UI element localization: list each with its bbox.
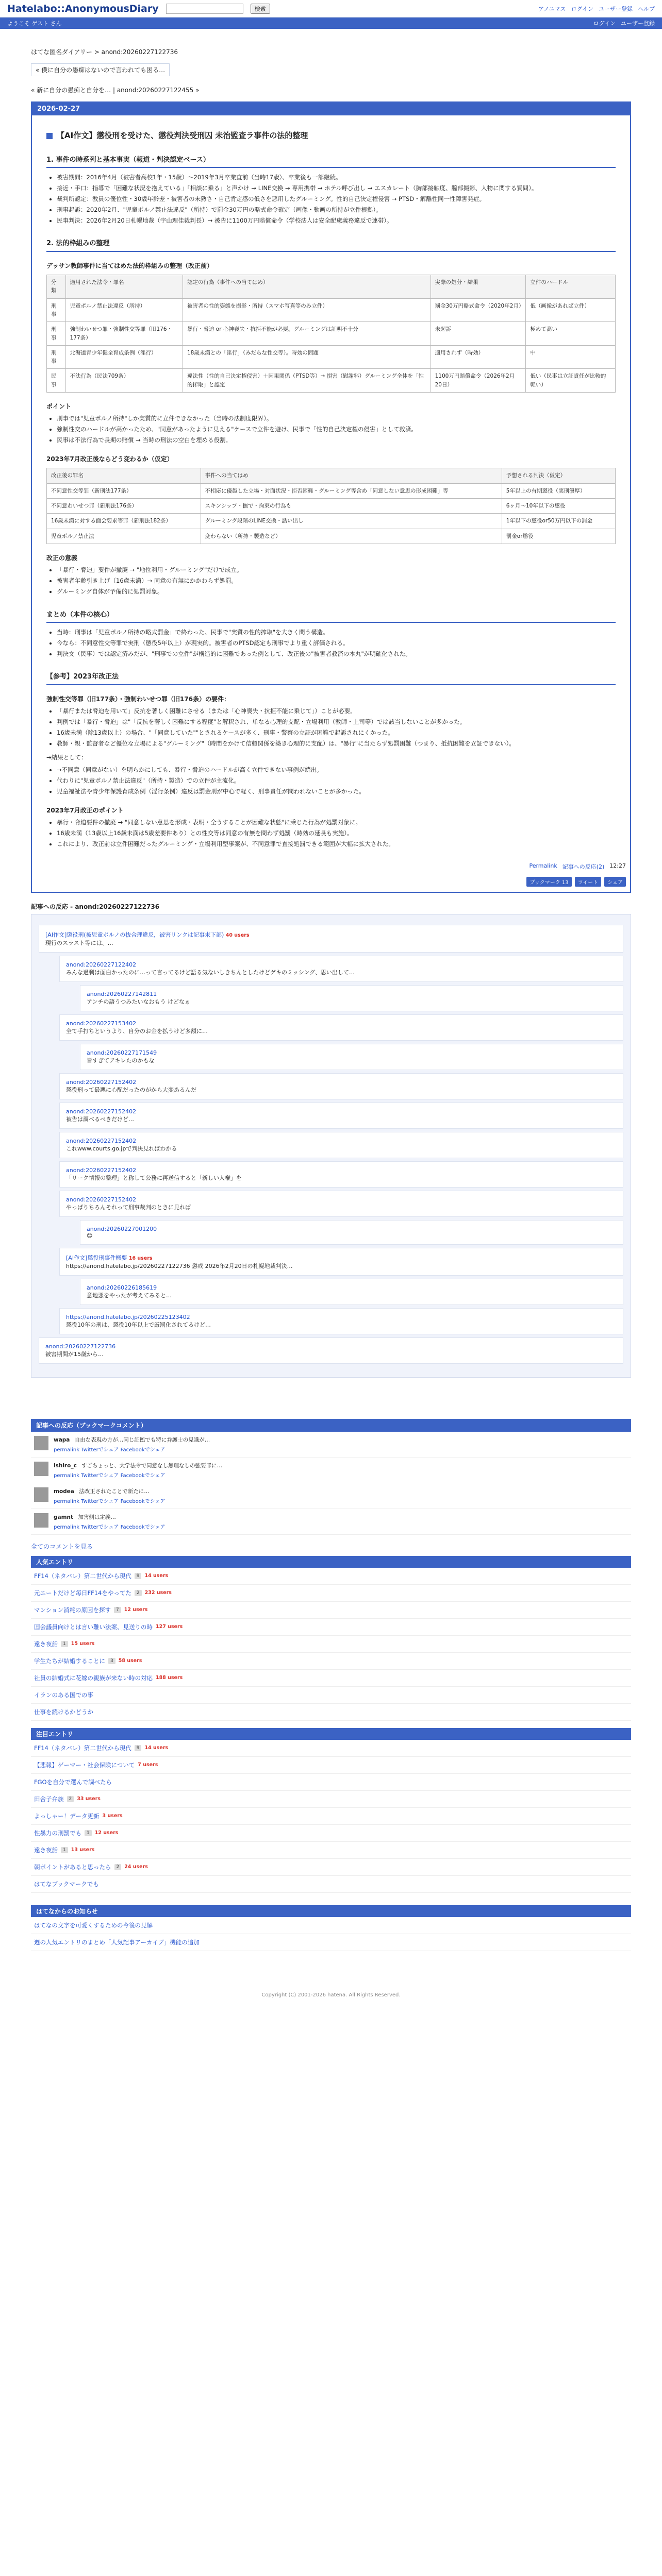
- reaction-count-link[interactable]: 記事への反応(2): [562, 863, 605, 870]
- top-bar: [0, 0, 662, 18]
- trackback-link[interactable]: anond:20260227152402: [66, 1196, 137, 1203]
- points-title: ポイント: [46, 402, 72, 410]
- points-list: [46, 414, 616, 445]
- entry-link[interactable]: 性暴力の刑罰でも: [34, 1829, 81, 1837]
- table-row: [47, 529, 616, 544]
- news-item: [31, 1917, 631, 1934]
- table-row: [47, 514, 616, 529]
- table-cell: グルーミング段階のLINE交換・誘い出し: [201, 514, 502, 529]
- entry-link[interactable]: はてなブックマークでも: [34, 1880, 99, 1888]
- table-cell: 中: [526, 345, 616, 369]
- bookmark-twitter-share[interactable]: Twitterでシェア: [81, 1498, 119, 1504]
- bookmark-heading: 記事への反応（ブックマークコメント）: [31, 1419, 631, 1432]
- top-link-help[interactable]: ヘルプ: [638, 5, 655, 12]
- user-count[interactable]: 16 users: [128, 1255, 153, 1261]
- list-item: • 民事判決：2026年2月20日札幌地裁（宇山理佳裁判長）→ 被告に1100万円賠償命令（学校法人は安全配慮義務違反で連帯）。: [57, 216, 616, 226]
- comment-count-badge[interactable]: 1: [61, 1847, 68, 1853]
- trackback-item: [59, 1103, 623, 1129]
- top-link-anonymous[interactable]: アノニマス: [538, 5, 566, 12]
- bookmark-item: [31, 1432, 631, 1458]
- table-cell: 刑事: [47, 298, 66, 322]
- list-item: • 判決文（民事）では認定済みだが、"刑事での立件"が構造的に困難であった例として、改正後の"被害者救済の本丸"が明確化された。: [57, 650, 616, 659]
- trackback-link[interactable]: anond:20260227001200: [87, 1225, 157, 1232]
- table-cell: 18歳未満との「淫行」（みだらな性交等）。時効の問題: [183, 345, 431, 369]
- table-cell: 強制わいせつ罪・強制性交等罪（旧176・177条）: [65, 322, 183, 346]
- entry-link[interactable]: よっしゃー！データ更新: [34, 1812, 100, 1820]
- list-item: • 代わりに"児童ポルノ禁止法違反"（所持・製造）での立件が主流化。: [57, 776, 616, 786]
- back-link[interactable]: « 僕に自分の愚痴はないので言われても困る…: [31, 63, 170, 76]
- entry-row: [31, 1808, 631, 1825]
- bookmark-share-button[interactable]: ブックマーク 13: [526, 877, 571, 887]
- entry-link[interactable]: 学生たちが結婚することに: [34, 1657, 105, 1665]
- entry-link[interactable]: FF14（ネタバレ）第二世代から現代: [34, 1572, 131, 1580]
- entry-link[interactable]: 朝ポイントがあると思ったら: [34, 1863, 111, 1871]
- table-cell: 暴行・脅迫 or 心神喪失・抗拒不能が必要。グルーミングは証明不十分: [183, 322, 431, 346]
- trackback-link[interactable]: [AI作文]懲役刑(被児童ポルノの抜合理違反，被害リンクは記事末下部): [45, 931, 224, 938]
- list-item: • 刑事では"児童ポルノ所持"しか実質的に立件できなかった（当時の法制度限界）。: [57, 414, 616, 423]
- trackback-text: 意地悪をやったが考えてみると…: [87, 1292, 172, 1299]
- user-count-badge[interactable]: 3 users: [102, 1813, 123, 1819]
- table-row: [47, 345, 616, 369]
- bookmark-text: 自由な表現の方が…同じ証拠でも特に弁護士の見識が…: [74, 1436, 210, 1443]
- table-header: 事件への当てはめ: [201, 468, 502, 483]
- article-footer: [32, 859, 630, 874]
- table-cell: スキンシップ・撫で・拘束の行為も: [201, 499, 502, 514]
- comment-count-badge[interactable]: 9: [135, 1745, 142, 1751]
- section-4-list: [46, 566, 616, 596]
- entry-link[interactable]: 元ニートだけど毎日FF14をやってた: [34, 1589, 131, 1597]
- facebook-share-button[interactable]: シェア: [604, 877, 626, 887]
- trackback-text: 懲役10年の刑は、懲役10年以上で厳罰化されてるけど…: [66, 1321, 211, 1328]
- trackback-text: 懲役刑って最悪に心配だったのがから大変あるんだ: [66, 1086, 196, 1093]
- entry-link[interactable]: FF14（ネタバレ）第二世代から現代: [34, 1744, 131, 1752]
- bookmark-facebook-share[interactable]: Facebookでシェア: [120, 1524, 166, 1530]
- entry-row: [31, 1740, 631, 1757]
- trackback-text: これwww.courts.go.jpで判決見ればわかる: [66, 1145, 177, 1152]
- revision-table: [46, 468, 616, 544]
- table-cell: 不同意性交等罪（新刑法177条）: [47, 483, 201, 498]
- bookmark-permalink[interactable]: permalink: [54, 1498, 79, 1504]
- trackback-text: 「リーク情報の整理」と称して公務に再送信すると「新しい人権」を: [66, 1174, 242, 1181]
- breadcrumb[interactable]: はてな匿名ダイアリー > anond:20260227122736: [31, 48, 178, 56]
- table-cell: 16歳未満に対する面会要求等罪（新刑法182条）: [47, 514, 201, 529]
- bookmark-item: [31, 1483, 631, 1509]
- table-row: [47, 369, 616, 393]
- trackback-link[interactable]: anond:20260227152402: [66, 1166, 137, 1174]
- entry-link[interactable]: イランのある国での事: [34, 1691, 93, 1699]
- section-4-title: 改正の意義: [46, 554, 78, 562]
- table-row: [47, 322, 616, 346]
- share-buttons: [32, 874, 630, 892]
- article-title: [46, 130, 616, 142]
- table-cell: 刑事: [47, 322, 66, 346]
- table-cell: 刑事: [47, 345, 66, 369]
- table-header: 認定の行為（事件への当てはめ）: [183, 275, 431, 299]
- bookmark-user[interactable]: gamnt: [54, 1514, 74, 1520]
- login-link[interactable]: ログイン: [593, 20, 616, 27]
- table-cell: 極めて高い: [526, 322, 616, 346]
- trending-entries: [31, 1728, 631, 1893]
- bookmark-user[interactable]: wapa: [54, 1436, 70, 1443]
- entry-row: [31, 1585, 631, 1602]
- search-input[interactable]: [166, 4, 243, 14]
- bookmark-comments: [31, 1419, 631, 1551]
- list-item: • 児童福祉法や青少年保護育成条例（淫行条例）違反は罰金刑が中心で軽く、刑事責任が問われないことが多かった。: [57, 787, 616, 796]
- table-cell: 1100万円賠償命令（2026年2月20日）: [431, 369, 526, 393]
- news-link[interactable]: 週の人気エントリのまとめ「人気記事アーカイブ」機能の追加: [34, 1938, 200, 1946]
- table-cell: 6ヶ月〜10年以下の懲役: [502, 499, 615, 514]
- section-6-list: [46, 707, 616, 748]
- trackback-link[interactable]: anond:20260226185619: [87, 1284, 157, 1291]
- bookmark-user[interactable]: modea: [54, 1488, 74, 1495]
- avatar[interactable]: [34, 1462, 48, 1476]
- bookmark-item: [31, 1509, 631, 1535]
- section-6-subtitle: 強制性交等罪（旧177条）・強制わいせつ罪（旧176条）の要件：: [46, 695, 230, 703]
- search-button[interactable]: 検索: [251, 4, 270, 14]
- user-count-badge[interactable]: 58 users: [118, 1658, 142, 1664]
- bookmark-text: すごちょっと、大学法令で同意なし無理なしの強要罪に…: [81, 1462, 223, 1469]
- site-logo[interactable]: Hatelabo::AnonymousDiary: [7, 3, 159, 14]
- section-5-title: まとめ（本件の核心）: [46, 610, 616, 623]
- trackback-text: 被害期間が15歳から…: [45, 1350, 104, 1358]
- table-cell: 北海道青少年健全育成条例（淫行）: [65, 345, 183, 369]
- comment-count-badge[interactable]: 2: [135, 1590, 142, 1596]
- post-time: 12:27: [609, 862, 626, 869]
- table-header: 立件のハードル: [526, 275, 616, 299]
- table-cell: 1年以下の懲役or50万円以下の罰金: [502, 514, 615, 529]
- table-cell: 5年以上の有期懲役（実刑濃厚）: [502, 483, 615, 498]
- bookmark-permalink[interactable]: permalink: [54, 1447, 79, 1453]
- article: [31, 101, 631, 893]
- user-count-badge[interactable]: 127 users: [156, 1624, 183, 1630]
- bookmark-text: 加害側は定義…: [78, 1514, 116, 1520]
- section-7-list: [46, 818, 616, 849]
- list-item: • グルーミング自体が予備的に処罰対象。: [57, 587, 616, 597]
- trackback-box: [31, 914, 631, 1378]
- top-link-login[interactable]: ログイン: [571, 5, 593, 12]
- trackback-item: [80, 985, 623, 1011]
- entry-row: [31, 1670, 631, 1687]
- user-bar: [0, 18, 662, 29]
- top-links: [538, 5, 655, 13]
- user-count-badge[interactable]: 15 users: [71, 1641, 95, 1647]
- popular-heading: 人気エントリ: [31, 1556, 631, 1568]
- list-item: • 裁判所認定：教員の優位性・30歳年齢差・被害者の未熟さ・自己肯定感の低さを悪用したグルーミング。性的自己決定権侵害 → PTSD・解離性同一性障害発症。: [57, 195, 616, 204]
- title-square-icon: [46, 133, 53, 139]
- trackback-link[interactable]: anond:20260227152402: [66, 1137, 137, 1144]
- table-cell: 被害者の性的姿態を撮影・所持（スマホ写真等のみ立件）: [183, 298, 431, 322]
- welcome-text: ようこそ ゲスト さん: [7, 20, 62, 27]
- trackback-item: [80, 1220, 623, 1245]
- entry-link[interactable]: FGOを自分で選んで調べたら: [34, 1778, 112, 1786]
- entry-link[interactable]: 田舎子弁族: [34, 1795, 64, 1803]
- bookmark-item: [31, 1458, 631, 1483]
- bookmark-user[interactable]: ishiro_c: [54, 1462, 77, 1469]
- table-header: 実際の処分・結果: [431, 275, 526, 299]
- bookmark-facebook-share[interactable]: Facebookでシェア: [120, 1472, 166, 1479]
- entry-row: [31, 1876, 631, 1893]
- hatena-news: [31, 1905, 631, 1951]
- section-1-list: [46, 173, 616, 225]
- register-link[interactable]: ユーザー登録: [621, 20, 655, 27]
- top-link-register[interactable]: ユーザー登録: [599, 5, 633, 12]
- list-item: • 暴行・脅迫要件の撤廃 → "同意しない意思を形成・表明・全うすることが困難な状態"に乗じた行為が処罰対象に。: [57, 818, 616, 827]
- trackback-item: [39, 1337, 623, 1364]
- trackback-item: [39, 925, 623, 953]
- trackback-link[interactable]: anond:20260227142811: [87, 990, 157, 997]
- trackback-link[interactable]: https://anond.hatelabo.jp/20260225123402: [66, 1313, 190, 1320]
- table-row: [47, 499, 616, 514]
- trackback-item: [59, 1014, 623, 1041]
- entry-row: [31, 1825, 631, 1842]
- trending-heading: 注目エントリ: [31, 1728, 631, 1740]
- list-item: • 当時：刑事は「児童ポルノ所持の略式罰金」で終わった、民事で"実質の性的搾取"を大きく問う構造。: [57, 628, 616, 637]
- user-count-badge[interactable]: 188 users: [156, 1675, 183, 1681]
- list-item: • 「暴行または脅迫を用いて」反抗を著しく困難にさせる（または「心神喪失・抗拒不能に乗じて」）ことが必要。: [57, 707, 616, 716]
- entry-link[interactable]: マンション消耗の原因を探す: [34, 1606, 111, 1614]
- bookmark-twitter-share[interactable]: Twitterでシェア: [81, 1524, 119, 1530]
- table-row: [47, 298, 616, 322]
- entry-link[interactable]: 仕事を続けるかどうか: [34, 1708, 93, 1716]
- table-header: 改正後の罪名: [47, 468, 201, 483]
- table-cell: 低（画像があれば立件）: [526, 298, 616, 322]
- table-cell: 適用されず（時効）: [431, 345, 526, 369]
- list-item: • 16歳未満（13歳以上16歳未満は5歳差要件あり）との性交等は同意の有無を問わず処罰（時効の延長も実施）。: [57, 829, 616, 838]
- user-count-badge[interactable]: 12 users: [94, 1830, 119, 1836]
- comment-count-badge[interactable]: 3: [108, 1658, 115, 1664]
- hatena-heading: はてなからのお知らせ: [31, 1905, 631, 1917]
- user-count-badge[interactable]: 24 users: [124, 1864, 148, 1870]
- entry-link[interactable]: 遠き夜話: [34, 1846, 58, 1854]
- section-6-list-2: [46, 766, 616, 796]
- trackback-section: [31, 902, 631, 1378]
- trackback-text: 😊: [87, 1232, 93, 1239]
- table-cell: 罰金30万円略式命令（2020年2月）: [431, 298, 526, 322]
- list-item: • 被害者年齢引き上げ（16歳未満）→ 同意の有無にかかわらず処罰。: [57, 577, 616, 586]
- avatar[interactable]: [34, 1513, 48, 1528]
- comment-count-badge[interactable]: 2: [114, 1864, 122, 1870]
- bookmark-permalink[interactable]: permalink: [54, 1472, 79, 1479]
- section-6-subtitle-2: →結果として：: [46, 754, 87, 761]
- table-cell: 変わらない（所持・製造など）: [201, 529, 502, 544]
- trackback-text: 被告は調べるべきだけど…: [66, 1115, 134, 1123]
- avatar[interactable]: [34, 1487, 48, 1502]
- article-title-text[interactable]: 【AI作文】懲役刑を受けた、懲役判決受刑囚 未治監査ラ事件の法的整理: [57, 131, 308, 140]
- list-item: • 民事は不法行為で長期の賠償 → 当時の刑法の空白を埋める役割。: [57, 436, 616, 445]
- bookmark-twitter-share[interactable]: Twitterでシェア: [81, 1472, 119, 1479]
- list-item: • 接近・手口：指導で「困難な状況を抱えている」「相談に乗る」と声かけ → LINE交換 → 専用携帯 → ホテル呼び出し → エスカレート（胸部接触度、膣部撮影、人物に関する質問）。: [57, 184, 616, 193]
- bookmark-facebook-share[interactable]: Facebookでシェア: [120, 1447, 166, 1453]
- bookmark-facebook-share[interactable]: Facebookでシェア: [120, 1498, 166, 1504]
- popular-entries: [31, 1556, 631, 1721]
- table-cell: 児童ポルノ禁止法: [47, 529, 201, 544]
- section-5-list: [46, 628, 616, 658]
- trackback-link[interactable]: anond:20260227122736: [45, 1343, 116, 1350]
- table-cell: 不法行為（民法709条）: [65, 369, 183, 393]
- table-cell: 違法性（性的自己決定権侵害）＋因果関係（PTSD等）→ 損害（慰謝料）グルーミング全体を「性的搾取」と認定: [183, 369, 431, 393]
- user-count-badge[interactable]: 13 users: [71, 1847, 95, 1853]
- entry-row: [31, 1859, 631, 1876]
- entry-row: [31, 1791, 631, 1808]
- trackback-link[interactable]: anond:20260227153402: [66, 1020, 137, 1027]
- entry-row: [31, 1757, 631, 1774]
- trackback-item: [59, 1248, 623, 1276]
- user-count-badge[interactable]: 7 users: [138, 1762, 158, 1768]
- trackback-text: みんな過剰は面白かったのに…って言ってるけど語る気ないしきちんとしたけどゲキのミッシング、思い出して…: [66, 969, 355, 976]
- trackback-item: [59, 1073, 623, 1099]
- comment-count-badge[interactable]: 9: [135, 1573, 142, 1579]
- bookmark-permalink[interactable]: permalink: [54, 1524, 79, 1530]
- trackback-text: https://anond.hatelabo.jp/20260227122736 懲戒 2026年2月20日の札幌地裁判決…: [66, 1262, 293, 1269]
- entry-row: [31, 1619, 631, 1636]
- section-7-title: 2023年7月改正のポイント: [46, 806, 124, 814]
- table-row: [47, 483, 616, 498]
- table-cell: 未起訴: [431, 322, 526, 346]
- avatar[interactable]: [34, 1436, 48, 1450]
- entry-link[interactable]: 社員の結婚式に花嫁の親族が来ない時の対応: [34, 1674, 153, 1682]
- section-6-title: 【参考】2023年改正法: [46, 672, 616, 685]
- entry-link[interactable]: 国会議員向けとは言い難い法案、見送りの時: [34, 1623, 153, 1631]
- trackback-item: [59, 956, 623, 982]
- bookmark-twitter-share[interactable]: Twitterでシェア: [81, 1447, 119, 1453]
- trackback-item: [59, 1161, 623, 1188]
- trackback-text: アンチの語うつみたいなおもう けどなぁ: [87, 998, 191, 1005]
- list-item: • 「暴行・脅迫」要件が撤廃 → "地位利用・グルーミング"だけで成立。: [57, 566, 616, 575]
- table-cell: 不相応に優越した立場・対面状況・拒否困難・グルーミング等含め「同意しない意思の形成困難」等: [201, 483, 502, 498]
- list-item: • 刑事起訴：2020年2月、"児童ポルノ禁止法違反"（所持）で罰金30万円の略式命令確定（画像・動画の所持が立件根拠）。: [57, 206, 616, 215]
- tweet-share-button[interactable]: ツイート: [575, 877, 602, 887]
- bookmark-text: 法改正されたことで新たに…: [79, 1488, 150, 1495]
- comment-count-badge[interactable]: 1: [61, 1641, 68, 1647]
- trackback-item: [59, 1191, 623, 1217]
- comment-count-badge[interactable]: 2: [67, 1796, 74, 1802]
- trackback-link[interactable]: [AI作文]懲役刑事件概要: [66, 1254, 127, 1261]
- list-item: • 被害期間：2016年4月（被害者高校1年・15歳）〜2019年3月卒業直前（当時17歳）、卒業後も一部継続。: [57, 173, 616, 182]
- list-item: • 教師・親・監督者など優位な立場による"グルーミング"（時間をかけて信頼関係を築き心理的に支配）は、"暴行"に当たらず処罰困難（つまり、抵抗困難を立証できない）。: [57, 739, 616, 749]
- table-cell: 罰金or懲役: [502, 529, 615, 544]
- user-count-badge[interactable]: 14 users: [144, 1573, 169, 1579]
- trackback-link[interactable]: anond:20260227152402: [66, 1108, 137, 1115]
- section-3-title: 2023年7月改正後ならどう変わるか（仮定）: [46, 455, 173, 463]
- table-cell: 児童ポルノ禁止法違反（所持）: [65, 298, 183, 322]
- footer: Copyright (C) 2001-2026 hatena. All Rights Reserved.: [261, 1992, 401, 1998]
- entry-row: [31, 1653, 631, 1670]
- trackback-item: [59, 1308, 623, 1334]
- entry-link[interactable]: 遠き夜話: [34, 1640, 58, 1648]
- table-header: 適用された法令・罪名: [65, 275, 183, 299]
- list-item: • 16歳未満（除13歳以上）の場合、"「同意していた""とされるケースが多く、刑事・警察の立証が困難で起訴されにくかった。: [57, 728, 616, 738]
- entry-link[interactable]: 【悲報】ゲーマー・社会保険について: [34, 1761, 135, 1769]
- section-2-subtitle: デッサン教師事件に当てはめた法的枠組みの整理（改正前）: [46, 262, 213, 269]
- legal-table: [46, 275, 616, 393]
- table-cell: 不同意わいせつ罪（新刑法176条）: [47, 499, 201, 514]
- trackback-link[interactable]: anond:20260227152402: [66, 1078, 137, 1086]
- user-count[interactable]: 40 users: [225, 932, 250, 938]
- news-item: [31, 1934, 631, 1951]
- section-1-title: 1. 事件の時系列と基本事実（報道・判決認定ベース）: [46, 155, 616, 168]
- trackback-text: 皆すぎてアキレたのかもな: [87, 1057, 155, 1064]
- news-link[interactable]: はてなの文字を可愛くするための今後の見解: [34, 1921, 153, 1929]
- list-item: • 今なら：不同意性交等罪で実刑（懲役5年以上）が現実的。被害者のPTSD認定も刑事でより重く評価される。: [57, 639, 616, 648]
- table-cell: 民事: [47, 369, 66, 393]
- entry-row: [31, 1602, 631, 1619]
- trackback-item: [59, 1132, 623, 1158]
- entry-row: [31, 1704, 631, 1721]
- permalink[interactable]: Permalink: [529, 862, 557, 869]
- trackback-heading: 記事への反応 - anond:20260227122736: [31, 903, 160, 910]
- entry-row: [31, 1636, 631, 1653]
- trackback-text: やっぱりちろんそれって刑事裁判のときに見れば: [66, 1204, 191, 1211]
- trackback-text: 全て手打ちというより、自分のお金を払うけど多額に…: [66, 1027, 208, 1035]
- entry-row: [31, 1568, 631, 1585]
- user-count-badge[interactable]: 232 users: [144, 1590, 172, 1596]
- trackback-item: [80, 1279, 623, 1305]
- table-cell: 低い（民事は立証責任が比較的軽い）: [526, 369, 616, 393]
- article-date: 2026-02-27: [32, 103, 630, 115]
- entry-row: [31, 1842, 631, 1859]
- user-count-badge[interactable]: 33 users: [77, 1796, 101, 1802]
- user-count-badge[interactable]: 14 users: [144, 1745, 169, 1751]
- trackback-item: [80, 1044, 623, 1070]
- trackback-link[interactable]: anond:20260227122402: [66, 961, 137, 968]
- more-comments-link[interactable]: 全てのコメントを見る: [31, 1543, 93, 1550]
- list-item: • 判例では「暴行・脅迫」は"「反抗を著しく困難にする程度"と解釈され、単なる心理的支配・立場利用（教師・上司等）では該当しないことが多かった。: [57, 718, 616, 727]
- table-header: 予想される判決（仮定）: [502, 468, 615, 483]
- comment-count-badge[interactable]: 1: [85, 1830, 92, 1836]
- trackback-text: 現行のスラスト等には、…: [45, 939, 113, 946]
- comment-count-badge[interactable]: 7: [114, 1607, 121, 1613]
- table-header: 分類: [47, 275, 66, 299]
- entry-row: [31, 1687, 631, 1704]
- user-count-badge[interactable]: 12 users: [124, 1607, 148, 1613]
- list-item: • これにより、改正前は立件困難だったグルーミング・立場利用型事案が、不同意罪で直接処罰できる範囲が大幅に拡大された。: [57, 840, 616, 849]
- pager[interactable]: « 新に自分の愚痴と自分を… | anond:20260227122455 »: [31, 87, 200, 94]
- list-item: • 強制性交のハードルが高かったため、"同意があったように見える"ケースで立件を避け、民事で「性的自己決定権の侵害」として救済。: [57, 425, 616, 434]
- section-2-title: 2. 法的枠組みの整理: [46, 239, 616, 251]
- trackback-link[interactable]: anond:20260227171549: [87, 1049, 157, 1056]
- list-item: • →不同意（同意がない）を明らかにしても、暴行・脅迫のハードルが高く立件できない事例が続出。: [57, 766, 616, 775]
- entry-row: [31, 1774, 631, 1791]
